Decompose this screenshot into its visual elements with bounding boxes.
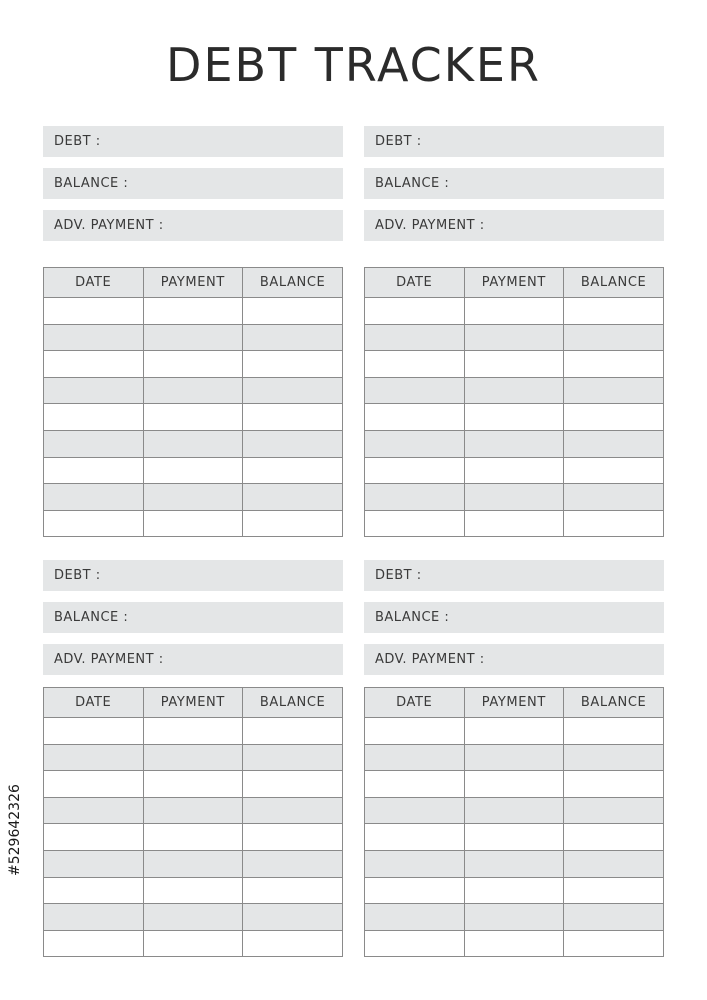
- table-row: [44, 377, 343, 404]
- table-row: [44, 797, 343, 824]
- payment-cell[interactable]: [143, 484, 243, 511]
- date-cell[interactable]: [365, 877, 465, 904]
- page-title: DEBT TRACKER: [166, 38, 541, 92]
- table-row: [44, 351, 343, 378]
- date-cell[interactable]: [44, 718, 144, 745]
- date-cell[interactable]: [365, 904, 465, 931]
- date-column-header: DATE: [44, 688, 144, 718]
- table-row: [365, 377, 664, 404]
- balance-field[interactable]: BALANCE :: [364, 168, 664, 199]
- payment-cell[interactable]: [143, 404, 243, 431]
- balance-cell[interactable]: [243, 930, 343, 957]
- payment-table: [364, 267, 664, 537]
- payment-cell[interactable]: [464, 484, 564, 511]
- date-cell[interactable]: [365, 457, 465, 484]
- table-header-row: [44, 688, 343, 718]
- date-cell[interactable]: [365, 351, 465, 378]
- balance-cell[interactable]: [564, 324, 664, 351]
- balance-column-header: BALANCE: [243, 688, 343, 718]
- payment-cell[interactable]: [143, 430, 243, 457]
- date-cell[interactable]: [44, 404, 144, 431]
- payment-cell[interactable]: [464, 877, 564, 904]
- balance-cell[interactable]: [243, 404, 343, 431]
- payment-table: [364, 687, 664, 957]
- table-row: [44, 457, 343, 484]
- payment-cell[interactable]: [464, 430, 564, 457]
- table-header-row: [365, 268, 664, 298]
- date-cell[interactable]: [44, 298, 144, 325]
- table-row: [365, 457, 664, 484]
- date-cell[interactable]: [44, 430, 144, 457]
- date-cell[interactable]: [365, 797, 465, 824]
- table-row: [365, 877, 664, 904]
- date-cell[interactable]: [44, 377, 144, 404]
- payment-column-header: PAYMENT: [464, 688, 564, 718]
- balance-field[interactable]: BALANCE :: [43, 602, 343, 633]
- balance-cell[interactable]: [564, 484, 664, 511]
- table-header-row: [365, 688, 664, 718]
- date-cell[interactable]: [365, 430, 465, 457]
- adv-payment-field[interactable]: ADV. PAYMENT :: [364, 210, 664, 241]
- table-row: [44, 298, 343, 325]
- payment-cell[interactable]: [143, 351, 243, 378]
- balance-cell[interactable]: [564, 904, 664, 931]
- date-cell[interactable]: [365, 298, 465, 325]
- payment-cell[interactable]: [143, 850, 243, 877]
- date-cell[interactable]: [44, 351, 144, 378]
- payment-cell[interactable]: [464, 351, 564, 378]
- payment-column-header: PAYMENT: [464, 268, 564, 298]
- debt-field[interactable]: DEBT :: [364, 560, 664, 591]
- balance-cell[interactable]: [243, 877, 343, 904]
- balance-cell[interactable]: [564, 457, 664, 484]
- balance-cell[interactable]: [243, 771, 343, 798]
- date-cell[interactable]: [365, 718, 465, 745]
- table-row: [44, 877, 343, 904]
- date-column-header: DATE: [365, 688, 465, 718]
- adv-payment-field[interactable]: ADV. PAYMENT :: [364, 644, 664, 675]
- date-column-header: DATE: [365, 268, 465, 298]
- table-row: [365, 930, 664, 957]
- table-row: [44, 850, 343, 877]
- payment-column-header: PAYMENT: [143, 688, 243, 718]
- balance-field[interactable]: BALANCE :: [364, 602, 664, 633]
- table-row: [44, 324, 343, 351]
- date-cell[interactable]: [365, 824, 465, 851]
- date-cell[interactable]: [365, 771, 465, 798]
- payment-cell[interactable]: [464, 771, 564, 798]
- date-cell[interactable]: [44, 771, 144, 798]
- balance-cell[interactable]: [243, 484, 343, 511]
- balance-cell[interactable]: [564, 771, 664, 798]
- payment-cell[interactable]: [464, 797, 564, 824]
- payment-cell[interactable]: [143, 930, 243, 957]
- table-row: [365, 797, 664, 824]
- balance-cell[interactable]: [243, 298, 343, 325]
- table-row: [365, 298, 664, 325]
- table-row: [44, 430, 343, 457]
- table-row: [365, 824, 664, 851]
- table-row: [44, 510, 343, 537]
- payment-cell[interactable]: [143, 298, 243, 325]
- balance-cell[interactable]: [243, 457, 343, 484]
- balance-cell[interactable]: [564, 877, 664, 904]
- payment-cell[interactable]: [143, 718, 243, 745]
- payment-cell[interactable]: [464, 377, 564, 404]
- payment-cell[interactable]: [143, 744, 243, 771]
- payment-table: [43, 687, 343, 957]
- payment-cell[interactable]: [143, 797, 243, 824]
- date-cell[interactable]: [365, 930, 465, 957]
- balance-cell[interactable]: [564, 718, 664, 745]
- date-column-header: DATE: [44, 268, 144, 298]
- payment-cell[interactable]: [464, 324, 564, 351]
- date-cell[interactable]: [44, 877, 144, 904]
- balance-cell[interactable]: [243, 510, 343, 537]
- date-cell[interactable]: [44, 930, 144, 957]
- date-cell[interactable]: [44, 744, 144, 771]
- balance-cell[interactable]: [243, 797, 343, 824]
- payment-table: [43, 267, 343, 537]
- balance-column-header: BALANCE: [564, 688, 664, 718]
- date-cell[interactable]: [44, 510, 144, 537]
- payment-cell[interactable]: [464, 930, 564, 957]
- date-cell[interactable]: [44, 484, 144, 511]
- payment-cell[interactable]: [143, 771, 243, 798]
- payment-cell[interactable]: [143, 377, 243, 404]
- payment-cell[interactable]: [464, 744, 564, 771]
- payment-cell[interactable]: [143, 457, 243, 484]
- balance-cell[interactable]: [243, 351, 343, 378]
- table-row: [365, 430, 664, 457]
- date-cell[interactable]: [365, 850, 465, 877]
- balance-cell[interactable]: [243, 904, 343, 931]
- adv-payment-field[interactable]: ADV. PAYMENT :: [43, 644, 343, 675]
- date-cell[interactable]: [44, 324, 144, 351]
- table-row: [44, 904, 343, 931]
- payment-cell[interactable]: [464, 404, 564, 431]
- date-cell[interactable]: [44, 457, 144, 484]
- balance-cell[interactable]: [564, 377, 664, 404]
- date-cell[interactable]: [44, 824, 144, 851]
- balance-cell[interactable]: [243, 824, 343, 851]
- balance-cell[interactable]: [564, 430, 664, 457]
- table-row: [44, 744, 343, 771]
- table-row: [365, 351, 664, 378]
- date-cell[interactable]: [44, 797, 144, 824]
- table-row: [44, 718, 343, 745]
- date-cell[interactable]: [365, 377, 465, 404]
- table-row: [365, 510, 664, 537]
- balance-field[interactable]: BALANCE :: [43, 168, 343, 199]
- table-row: [365, 718, 664, 745]
- payment-cell[interactable]: [143, 877, 243, 904]
- date-cell[interactable]: [365, 404, 465, 431]
- balance-cell[interactable]: [564, 510, 664, 537]
- date-cell[interactable]: [44, 850, 144, 877]
- balance-cell[interactable]: [564, 797, 664, 824]
- debt-field[interactable]: DEBT :: [43, 126, 343, 157]
- table-row: [365, 850, 664, 877]
- balance-column-header: BALANCE: [243, 268, 343, 298]
- payment-cell[interactable]: [143, 904, 243, 931]
- balance-cell[interactable]: [243, 377, 343, 404]
- payment-cell[interactable]: [464, 850, 564, 877]
- stock-image-id: #529642326: [7, 784, 23, 876]
- adv-payment-field[interactable]: ADV. PAYMENT :: [43, 210, 343, 241]
- date-cell[interactable]: [365, 324, 465, 351]
- payment-cell[interactable]: [464, 904, 564, 931]
- balance-cell[interactable]: [564, 404, 664, 431]
- payment-cell[interactable]: [464, 718, 564, 745]
- balance-cell[interactable]: [564, 298, 664, 325]
- balance-cell[interactable]: [564, 930, 664, 957]
- table-row: [44, 930, 343, 957]
- date-cell[interactable]: [365, 510, 465, 537]
- payment-cell[interactable]: [464, 457, 564, 484]
- table-row: [365, 484, 664, 511]
- table-row: [365, 771, 664, 798]
- debt-field[interactable]: DEBT :: [43, 560, 343, 591]
- table-row: [365, 404, 664, 431]
- balance-cell[interactable]: [564, 824, 664, 851]
- balance-cell[interactable]: [243, 718, 343, 745]
- balance-cell[interactable]: [564, 850, 664, 877]
- balance-cell[interactable]: [564, 744, 664, 771]
- payment-cell[interactable]: [464, 510, 564, 537]
- table-row: [44, 484, 343, 511]
- balance-cell[interactable]: [243, 324, 343, 351]
- balance-cell[interactable]: [243, 744, 343, 771]
- payment-cell[interactable]: [464, 298, 564, 325]
- table-row: [365, 324, 664, 351]
- payment-column-header: PAYMENT: [143, 268, 243, 298]
- date-cell[interactable]: [365, 744, 465, 771]
- table-row: [365, 744, 664, 771]
- balance-cell[interactable]: [243, 850, 343, 877]
- payment-cell[interactable]: [143, 824, 243, 851]
- debt-field[interactable]: DEBT :: [364, 126, 664, 157]
- table-row: [365, 904, 664, 931]
- balance-column-header: BALANCE: [564, 268, 664, 298]
- date-cell[interactable]: [44, 904, 144, 931]
- payment-cell[interactable]: [464, 824, 564, 851]
- payment-cell[interactable]: [143, 324, 243, 351]
- balance-cell[interactable]: [564, 351, 664, 378]
- table-header-row: [44, 268, 343, 298]
- table-row: [44, 824, 343, 851]
- table-row: [44, 404, 343, 431]
- payment-cell[interactable]: [143, 510, 243, 537]
- date-cell[interactable]: [365, 484, 465, 511]
- balance-cell[interactable]: [243, 430, 343, 457]
- table-row: [44, 771, 343, 798]
